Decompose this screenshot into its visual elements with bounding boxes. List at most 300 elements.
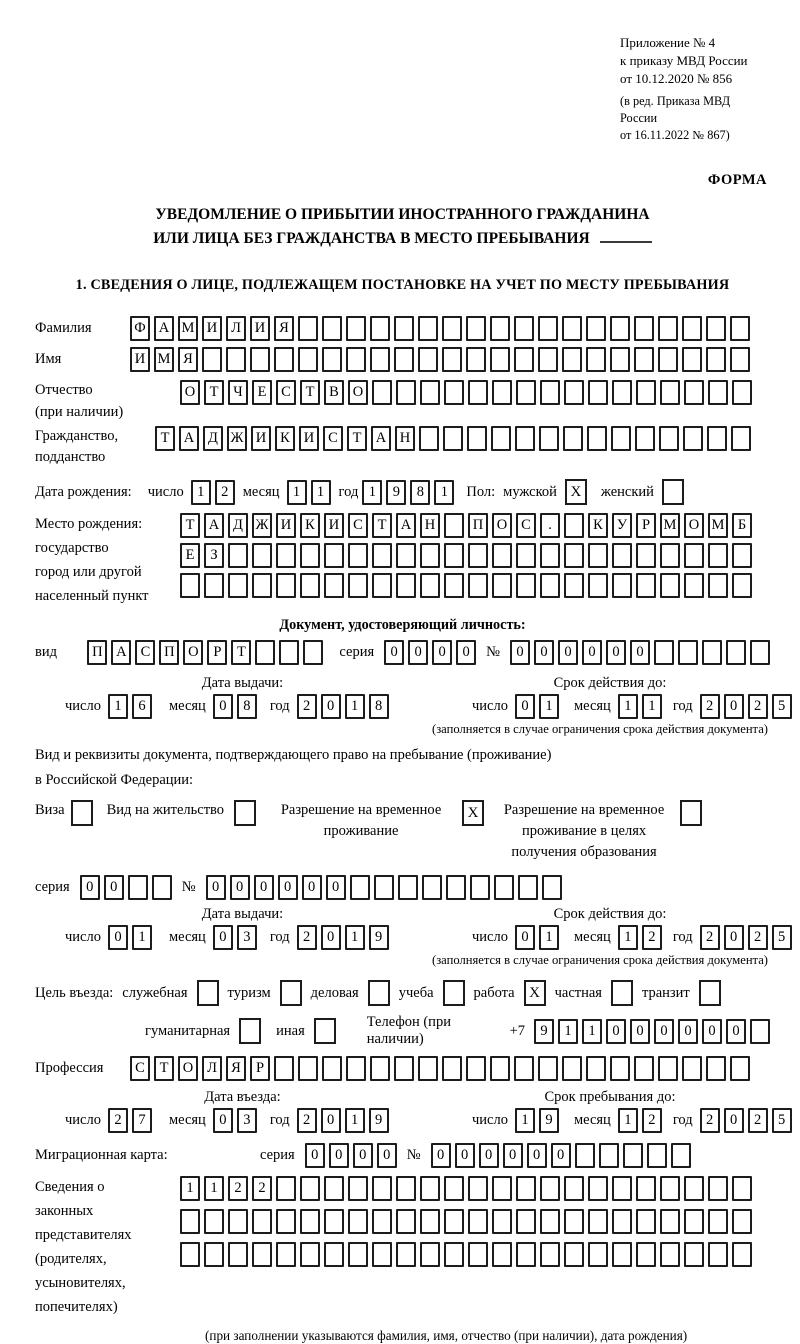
char-cell[interactable] <box>442 347 462 372</box>
char-cell[interactable]: Е <box>252 380 272 405</box>
char-cell[interactable] <box>276 1209 296 1234</box>
doc-valid-month-input[interactable] <box>618 694 662 719</box>
doc-issue-month-input[interactable] <box>213 694 257 719</box>
char-cell[interactable] <box>726 640 746 665</box>
char-cell[interactable]: О <box>684 513 704 538</box>
stay-until-year-input[interactable] <box>700 1108 792 1133</box>
char-cell[interactable]: 0 <box>515 694 535 719</box>
char-cell[interactable]: 0 <box>104 875 124 900</box>
char-cell[interactable] <box>279 640 299 665</box>
citizenship-input[interactable] <box>155 426 751 451</box>
char-cell[interactable] <box>228 543 248 568</box>
char-cell[interactable]: Т <box>231 640 251 665</box>
representatives-row3-input[interactable] <box>180 1242 752 1267</box>
char-cell[interactable] <box>588 1176 608 1201</box>
char-cell[interactable]: 5 <box>772 925 792 950</box>
char-cell[interactable] <box>708 1242 728 1267</box>
char-cell[interactable] <box>322 316 342 341</box>
char-cell[interactable] <box>516 1209 536 1234</box>
char-cell[interactable]: Ж <box>227 426 247 451</box>
char-cell[interactable] <box>350 875 370 900</box>
char-cell[interactable] <box>348 1176 368 1201</box>
char-cell[interactable] <box>612 543 632 568</box>
purpose-tourism-checkbox[interactable] <box>280 980 302 1006</box>
char-cell[interactable] <box>418 1056 438 1081</box>
residence-valid-month-input[interactable] <box>618 925 662 950</box>
char-cell[interactable] <box>564 573 584 598</box>
char-cell[interactable] <box>540 1209 560 1234</box>
char-cell[interactable] <box>492 1176 512 1201</box>
char-cell[interactable]: 0 <box>230 875 250 900</box>
char-cell[interactable]: Р <box>207 640 227 665</box>
char-cell[interactable] <box>348 1242 368 1267</box>
char-cell[interactable] <box>634 1056 654 1081</box>
char-cell[interactable] <box>490 1056 510 1081</box>
char-cell[interactable]: 1 <box>287 480 307 505</box>
surname-input[interactable] <box>130 316 750 341</box>
char-cell[interactable]: 9 <box>386 480 406 505</box>
char-cell[interactable]: 0 <box>384 640 404 665</box>
char-cell[interactable]: 1 <box>618 1108 638 1133</box>
char-cell[interactable] <box>298 347 318 372</box>
char-cell[interactable] <box>370 316 390 341</box>
char-cell[interactable] <box>226 347 246 372</box>
char-cell[interactable] <box>228 1242 248 1267</box>
char-cell[interactable]: О <box>183 640 203 665</box>
char-cell[interactable] <box>540 1242 560 1267</box>
char-cell[interactable] <box>636 543 656 568</box>
char-cell[interactable]: 3 <box>237 1108 257 1133</box>
char-cell[interactable] <box>750 1019 770 1044</box>
char-cell[interactable] <box>372 1242 392 1267</box>
char-cell[interactable] <box>444 1242 464 1267</box>
char-cell[interactable] <box>611 426 631 451</box>
purpose-study-checkbox[interactable] <box>443 980 465 1006</box>
edu-permit-checkbox[interactable] <box>680 800 702 826</box>
char-cell[interactable]: 0 <box>503 1143 523 1168</box>
char-cell[interactable] <box>204 1209 224 1234</box>
char-cell[interactable]: 1 <box>618 925 638 950</box>
char-cell[interactable] <box>202 347 222 372</box>
char-cell[interactable] <box>492 543 512 568</box>
char-cell[interactable] <box>660 573 680 598</box>
char-cell[interactable] <box>255 640 275 665</box>
char-cell[interactable]: 1 <box>434 480 454 505</box>
char-cell[interactable] <box>370 347 390 372</box>
char-cell[interactable]: С <box>516 513 536 538</box>
char-cell[interactable] <box>682 347 702 372</box>
char-cell[interactable] <box>730 1056 750 1081</box>
char-cell[interactable] <box>516 573 536 598</box>
profession-input[interactable] <box>130 1056 750 1081</box>
char-cell[interactable]: П <box>159 640 179 665</box>
char-cell[interactable] <box>730 347 750 372</box>
char-cell[interactable] <box>348 1209 368 1234</box>
char-cell[interactable]: 2 <box>700 1108 720 1133</box>
char-cell[interactable] <box>514 316 534 341</box>
char-cell[interactable] <box>322 347 342 372</box>
char-cell[interactable] <box>322 1056 342 1081</box>
char-cell[interactable] <box>396 543 416 568</box>
residence-valid-day-input[interactable] <box>515 925 559 950</box>
char-cell[interactable]: 2 <box>297 925 317 950</box>
char-cell[interactable] <box>466 316 486 341</box>
char-cell[interactable] <box>446 875 466 900</box>
char-cell[interactable]: 0 <box>278 875 298 900</box>
char-cell[interactable] <box>660 543 680 568</box>
char-cell[interactable]: 1 <box>539 694 559 719</box>
char-cell[interactable]: Н <box>395 426 415 451</box>
char-cell[interactable]: 1 <box>515 1108 535 1133</box>
char-cell[interactable]: А <box>179 426 199 451</box>
char-cell[interactable] <box>706 1056 726 1081</box>
char-cell[interactable]: 0 <box>254 875 274 900</box>
char-cell[interactable] <box>252 1242 272 1267</box>
char-cell[interactable]: К <box>275 426 295 451</box>
char-cell[interactable] <box>660 380 680 405</box>
char-cell[interactable] <box>516 1242 536 1267</box>
char-cell[interactable]: 1 <box>345 694 365 719</box>
char-cell[interactable]: А <box>204 513 224 538</box>
char-cell[interactable]: О <box>180 380 200 405</box>
char-cell[interactable] <box>468 1242 488 1267</box>
char-cell[interactable]: 0 <box>558 640 578 665</box>
char-cell[interactable]: М <box>708 513 728 538</box>
char-cell[interactable] <box>204 573 224 598</box>
char-cell[interactable]: 0 <box>206 875 226 900</box>
char-cell[interactable]: 8 <box>410 480 430 505</box>
char-cell[interactable] <box>180 1242 200 1267</box>
char-cell[interactable] <box>467 426 487 451</box>
char-cell[interactable] <box>300 573 320 598</box>
doc-issue-day-input[interactable] <box>108 694 152 719</box>
char-cell[interactable] <box>708 1176 728 1201</box>
char-cell[interactable] <box>586 316 606 341</box>
char-cell[interactable] <box>324 1176 344 1201</box>
char-cell[interactable]: К <box>588 513 608 538</box>
char-cell[interactable] <box>370 1056 390 1081</box>
char-cell[interactable]: 7 <box>132 1108 152 1133</box>
char-cell[interactable]: 1 <box>108 694 128 719</box>
residence-permit-checkbox[interactable] <box>234 800 256 826</box>
char-cell[interactable]: 2 <box>108 1108 128 1133</box>
char-cell[interactable] <box>658 316 678 341</box>
char-cell[interactable] <box>228 1209 248 1234</box>
char-cell[interactable]: 0 <box>510 640 530 665</box>
char-cell[interactable] <box>372 543 392 568</box>
char-cell[interactable]: 0 <box>213 694 233 719</box>
char-cell[interactable] <box>708 380 728 405</box>
char-cell[interactable] <box>276 1176 296 1201</box>
temp-permit-checkbox[interactable]: X <box>462 800 484 826</box>
char-cell[interactable]: И <box>250 316 270 341</box>
char-cell[interactable]: 0 <box>108 925 128 950</box>
char-cell[interactable]: 0 <box>455 1143 475 1168</box>
char-cell[interactable] <box>588 380 608 405</box>
char-cell[interactable]: П <box>87 640 107 665</box>
char-cell[interactable]: Д <box>228 513 248 538</box>
char-cell[interactable] <box>562 347 582 372</box>
char-cell[interactable] <box>562 316 582 341</box>
birthdate-day-input[interactable] <box>191 480 235 505</box>
char-cell[interactable]: 0 <box>321 1108 341 1133</box>
char-cell[interactable] <box>588 543 608 568</box>
char-cell[interactable]: И <box>130 347 150 372</box>
char-cell[interactable] <box>684 543 704 568</box>
char-cell[interactable] <box>654 640 674 665</box>
char-cell[interactable] <box>636 573 656 598</box>
char-cell[interactable]: 0 <box>213 1108 233 1133</box>
char-cell[interactable]: Ж <box>252 513 272 538</box>
char-cell[interactable]: С <box>348 513 368 538</box>
char-cell[interactable] <box>468 543 488 568</box>
char-cell[interactable]: 2 <box>748 925 768 950</box>
char-cell[interactable] <box>732 1242 752 1267</box>
char-cell[interactable]: 1 <box>204 1176 224 1201</box>
char-cell[interactable] <box>564 1176 584 1201</box>
char-cell[interactable]: 0 <box>353 1143 373 1168</box>
residence-valid-year-input[interactable] <box>700 925 792 950</box>
char-cell[interactable]: О <box>178 1056 198 1081</box>
char-cell[interactable]: 1 <box>132 925 152 950</box>
char-cell[interactable] <box>659 426 679 451</box>
char-cell[interactable]: 2 <box>700 694 720 719</box>
char-cell[interactable] <box>443 426 463 451</box>
char-cell[interactable] <box>750 640 770 665</box>
char-cell[interactable]: Л <box>202 1056 222 1081</box>
char-cell[interactable] <box>396 573 416 598</box>
char-cell[interactable] <box>612 380 632 405</box>
char-cell[interactable] <box>180 573 200 598</box>
char-cell[interactable] <box>444 513 464 538</box>
residence-issue-day-input[interactable] <box>108 925 152 950</box>
char-cell[interactable]: 1 <box>191 480 211 505</box>
char-cell[interactable]: 2 <box>748 694 768 719</box>
char-cell[interactable] <box>730 316 750 341</box>
char-cell[interactable] <box>671 1143 691 1168</box>
char-cell[interactable]: Т <box>300 380 320 405</box>
char-cell[interactable] <box>562 1056 582 1081</box>
char-cell[interactable] <box>252 543 272 568</box>
char-cell[interactable] <box>540 1176 560 1201</box>
char-cell[interactable] <box>468 1176 488 1201</box>
char-cell[interactable]: С <box>130 1056 150 1081</box>
char-cell[interactable]: Т <box>347 426 367 451</box>
char-cell[interactable] <box>515 426 535 451</box>
char-cell[interactable] <box>492 573 512 598</box>
doc-number-input[interactable] <box>510 640 770 665</box>
char-cell[interactable] <box>731 426 751 451</box>
doc-series-input[interactable] <box>384 640 476 665</box>
char-cell[interactable] <box>518 875 538 900</box>
char-cell[interactable]: Л <box>226 316 246 341</box>
entry-month-input[interactable] <box>213 1108 257 1133</box>
char-cell[interactable] <box>372 1209 392 1234</box>
char-cell[interactable] <box>398 875 418 900</box>
char-cell[interactable] <box>684 1209 704 1234</box>
char-cell[interactable] <box>372 1176 392 1201</box>
patronymic-input[interactable] <box>180 380 752 405</box>
residence-issue-month-input[interactable] <box>213 925 257 950</box>
char-cell[interactable] <box>324 1209 344 1234</box>
char-cell[interactable] <box>346 316 366 341</box>
char-cell[interactable] <box>634 316 654 341</box>
char-cell[interactable] <box>660 1242 680 1267</box>
char-cell[interactable] <box>228 573 248 598</box>
purpose-commercial-checkbox[interactable] <box>368 980 390 1006</box>
char-cell[interactable]: 6 <box>132 694 152 719</box>
char-cell[interactable]: Я <box>178 347 198 372</box>
char-cell[interactable]: 0 <box>551 1143 571 1168</box>
char-cell[interactable] <box>372 380 392 405</box>
char-cell[interactable]: С <box>323 426 343 451</box>
char-cell[interactable]: Е <box>180 543 200 568</box>
char-cell[interactable] <box>732 543 752 568</box>
char-cell[interactable] <box>732 573 752 598</box>
char-cell[interactable]: 0 <box>630 1019 650 1044</box>
char-cell[interactable]: 0 <box>80 875 100 900</box>
char-cell[interactable] <box>396 1176 416 1201</box>
char-cell[interactable]: 0 <box>326 875 346 900</box>
residence-issue-year-input[interactable] <box>297 925 389 950</box>
sex-female-checkbox[interactable] <box>662 479 684 505</box>
char-cell[interactable]: . <box>540 513 560 538</box>
char-cell[interactable]: 1 <box>311 480 331 505</box>
char-cell[interactable] <box>348 543 368 568</box>
char-cell[interactable]: 0 <box>724 1108 744 1133</box>
char-cell[interactable]: 0 <box>408 640 428 665</box>
char-cell[interactable] <box>514 1056 534 1081</box>
char-cell[interactable] <box>348 573 368 598</box>
char-cell[interactable] <box>542 875 562 900</box>
doc-valid-day-input[interactable] <box>515 694 559 719</box>
char-cell[interactable]: И <box>299 426 319 451</box>
char-cell[interactable]: 0 <box>654 1019 674 1044</box>
entry-year-input[interactable] <box>297 1108 389 1133</box>
char-cell[interactable]: В <box>324 380 344 405</box>
char-cell[interactable] <box>588 1209 608 1234</box>
char-cell[interactable]: 0 <box>305 1143 325 1168</box>
char-cell[interactable]: С <box>135 640 155 665</box>
char-cell[interactable] <box>492 1209 512 1234</box>
char-cell[interactable]: 9 <box>534 1019 554 1044</box>
char-cell[interactable]: 1 <box>539 925 559 950</box>
char-cell[interactable] <box>420 543 440 568</box>
char-cell[interactable] <box>418 347 438 372</box>
char-cell[interactable] <box>684 1242 704 1267</box>
char-cell[interactable] <box>660 1209 680 1234</box>
char-cell[interactable] <box>298 1056 318 1081</box>
char-cell[interactable] <box>468 1209 488 1234</box>
char-cell[interactable]: 1 <box>362 480 382 505</box>
char-cell[interactable]: 9 <box>369 1108 389 1133</box>
char-cell[interactable]: А <box>111 640 131 665</box>
char-cell[interactable]: Ч <box>228 380 248 405</box>
char-cell[interactable] <box>706 347 726 372</box>
char-cell[interactable] <box>396 1242 416 1267</box>
char-cell[interactable]: 0 <box>302 875 322 900</box>
char-cell[interactable] <box>324 573 344 598</box>
char-cell[interactable] <box>394 316 414 341</box>
char-cell[interactable] <box>540 380 560 405</box>
char-cell[interactable]: О <box>492 513 512 538</box>
char-cell[interactable]: 2 <box>228 1176 248 1201</box>
char-cell[interactable] <box>575 1143 595 1168</box>
char-cell[interactable]: А <box>371 426 391 451</box>
char-cell[interactable] <box>658 347 678 372</box>
char-cell[interactable] <box>623 1143 643 1168</box>
char-cell[interactable]: Я <box>274 316 294 341</box>
char-cell[interactable] <box>442 1056 462 1081</box>
char-cell[interactable] <box>708 1209 728 1234</box>
char-cell[interactable] <box>612 573 632 598</box>
char-cell[interactable]: 2 <box>297 1108 317 1133</box>
char-cell[interactable] <box>564 513 584 538</box>
birthdate-year-input[interactable] <box>362 480 454 505</box>
char-cell[interactable]: 8 <box>369 694 389 719</box>
char-cell[interactable]: 0 <box>456 640 476 665</box>
char-cell[interactable]: 0 <box>479 1143 499 1168</box>
char-cell[interactable] <box>374 875 394 900</box>
char-cell[interactable] <box>588 573 608 598</box>
char-cell[interactable] <box>490 347 510 372</box>
char-cell[interactable] <box>514 347 534 372</box>
purpose-work-checkbox[interactable]: X <box>524 980 546 1006</box>
char-cell[interactable]: К <box>300 513 320 538</box>
char-cell[interactable]: 0 <box>329 1143 349 1168</box>
char-cell[interactable] <box>300 543 320 568</box>
char-cell[interactable] <box>420 380 440 405</box>
char-cell[interactable] <box>276 573 296 598</box>
phone-input[interactable] <box>534 1019 770 1044</box>
char-cell[interactable] <box>599 1143 619 1168</box>
char-cell[interactable] <box>612 1176 632 1201</box>
char-cell[interactable] <box>683 426 703 451</box>
char-cell[interactable] <box>394 347 414 372</box>
char-cell[interactable] <box>610 316 630 341</box>
char-cell[interactable] <box>587 426 607 451</box>
residence-series-input[interactable] <box>80 875 172 900</box>
char-cell[interactable]: 0 <box>724 925 744 950</box>
char-cell[interactable] <box>274 1056 294 1081</box>
char-cell[interactable] <box>516 380 536 405</box>
representatives-row2-input[interactable] <box>180 1209 752 1234</box>
birthplace-row2-input[interactable] <box>180 543 752 568</box>
purpose-humanitarian-checkbox[interactable] <box>239 1018 261 1044</box>
char-cell[interactable] <box>420 1176 440 1201</box>
char-cell[interactable] <box>324 543 344 568</box>
doc-valid-year-input[interactable] <box>700 694 792 719</box>
char-cell[interactable]: 0 <box>321 925 341 950</box>
char-cell[interactable] <box>466 1056 486 1081</box>
char-cell[interactable] <box>564 1209 584 1234</box>
birthplace-row3-input[interactable] <box>180 573 752 598</box>
purpose-private-checkbox[interactable] <box>611 980 633 1006</box>
char-cell[interactable] <box>204 1242 224 1267</box>
stay-until-month-input[interactable] <box>618 1108 662 1133</box>
char-cell[interactable] <box>300 1176 320 1201</box>
char-cell[interactable] <box>491 426 511 451</box>
char-cell[interactable] <box>494 875 514 900</box>
char-cell[interactable]: 0 <box>432 640 452 665</box>
char-cell[interactable]: 0 <box>377 1143 397 1168</box>
migration-series-input[interactable] <box>305 1143 397 1168</box>
char-cell[interactable] <box>152 875 172 900</box>
char-cell[interactable]: 0 <box>534 640 554 665</box>
char-cell[interactable] <box>706 316 726 341</box>
char-cell[interactable]: 2 <box>642 1108 662 1133</box>
purpose-other-checkbox[interactable] <box>314 1018 336 1044</box>
